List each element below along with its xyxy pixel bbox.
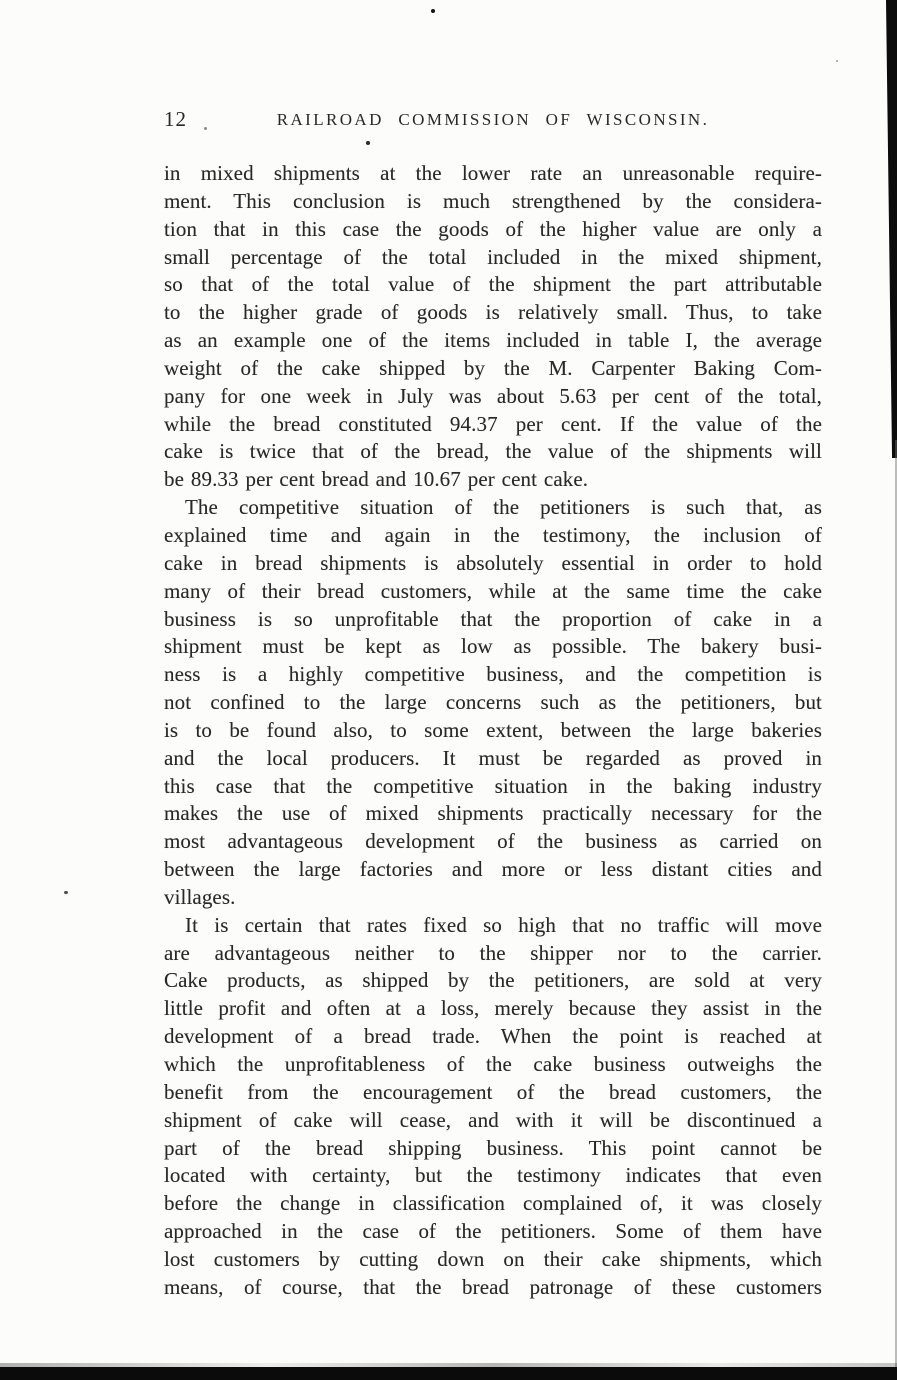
text-line: shipment must be kept as low as possible. The bakery busi- (164, 634, 822, 659)
page-header (164, 106, 822, 134)
text-line: shipment of cake will cease, and with it will be discontinued a (164, 1107, 822, 1132)
text-line: in mixed shipments at the lower rate an unreasonable require- (164, 161, 822, 185)
text-line: part of the bread shipping business. This point cannot be (164, 1135, 822, 1160)
text-line: is to be found also, to some extent, between the large bakeries (164, 717, 822, 742)
text-line: business is so unprofitable that the proportion of cake in a (164, 606, 822, 631)
text-line: between the large factories and more or less distant cities and (164, 857, 822, 882)
text-line: makes the use of mixed shipments practically necessary for the (164, 801, 822, 826)
text-line: pany for one week in July was about 5.63 per cent of the total, (164, 383, 822, 408)
page-number: 12 (164, 107, 187, 131)
scan-edge-bottom-bar (0, 1367, 897, 1380)
text-line: tion that in this case the goods of the higher value are only a (164, 216, 822, 241)
text-line: and the local producers. It must be regarded as proved in (164, 745, 822, 770)
ink-speck (366, 141, 370, 145)
scan-edge-right-bar (886, 0, 897, 458)
text-line: which the unprofitableness of the cake business outweighs the (164, 1052, 822, 1076)
text-line: It is certain that rates fixed so high that no traffic will move (185, 912, 822, 937)
text-line: villages. (164, 884, 236, 909)
text-line: this case that the competitive situation in the baking industry (164, 773, 822, 798)
text-line: not confined to the large concerns such as the petitioners, but (164, 690, 822, 715)
text-line: cake in bread shipments is absolutely essential in order to hold (164, 550, 822, 575)
text-line: so that of the total value of the shipment the part attributable (164, 272, 822, 297)
text-line: to the higher grade of goods is relatively small. Thus, to take (164, 300, 822, 325)
text-line: means, of course, that the bread patronage of these customers (164, 1274, 822, 1299)
text-line: while the bread constituted 94.37 per cent. If the value of the (164, 411, 822, 436)
text-line: located with certainty, but the testimony indicates that even (164, 1163, 822, 1188)
text-line: benefit from the encouragement of the bread customers, the (164, 1079, 822, 1104)
text-line: development of a bread trade. When the point is reached at (164, 1024, 822, 1049)
text-line: before the change in classification complained of, it was closely (164, 1191, 822, 1216)
text-line: The competitive situation of the petitioners is such that, as (185, 495, 822, 520)
text-line: ment. This conclusion is much strengthened by the considera- (164, 188, 822, 213)
text-line: cake is twice that of the bread, the value of the shipments will (164, 439, 822, 464)
text-line: Cake products, as shipped by the petitioners, are sold at very (164, 968, 822, 993)
text-line: lost customers by cutting down on their cake shipments, which (164, 1246, 822, 1271)
text-line: explained time and again in the testimony, the inclusion of (164, 522, 822, 547)
text-line: small percentage of the total included in the mixed shipment, (164, 244, 822, 269)
text-line: weight of the cake shipped by the M. Carpenter Baking Com- (164, 355, 822, 380)
ink-speck (836, 60, 838, 62)
text-line: ness is a highly competitive business, and the competition is (164, 662, 822, 687)
running-header-title: RAILROAD COMMISSION OF WISCONSIN. (276, 110, 710, 129)
text-line: approached in the case of the petitioners. Some of them have (164, 1219, 822, 1244)
text-line: little profit and often at a loss, merely because they assist in the (164, 996, 822, 1021)
text-line: many of their bread customers, while at the same time the cake (164, 578, 822, 603)
ink-speck (431, 9, 435, 13)
page-body (164, 160, 822, 1302)
text-line: be 89.33 per cent bread and 10.67 per cent cake. (164, 467, 589, 492)
text-line: most advantageous development of the business as carried on (164, 829, 822, 854)
ink-speck (64, 891, 68, 894)
text-line: are advantageous neither to the shipper nor to the carrier. (164, 940, 822, 965)
text-line: as an example one of the items included in table I, the average (164, 328, 822, 353)
